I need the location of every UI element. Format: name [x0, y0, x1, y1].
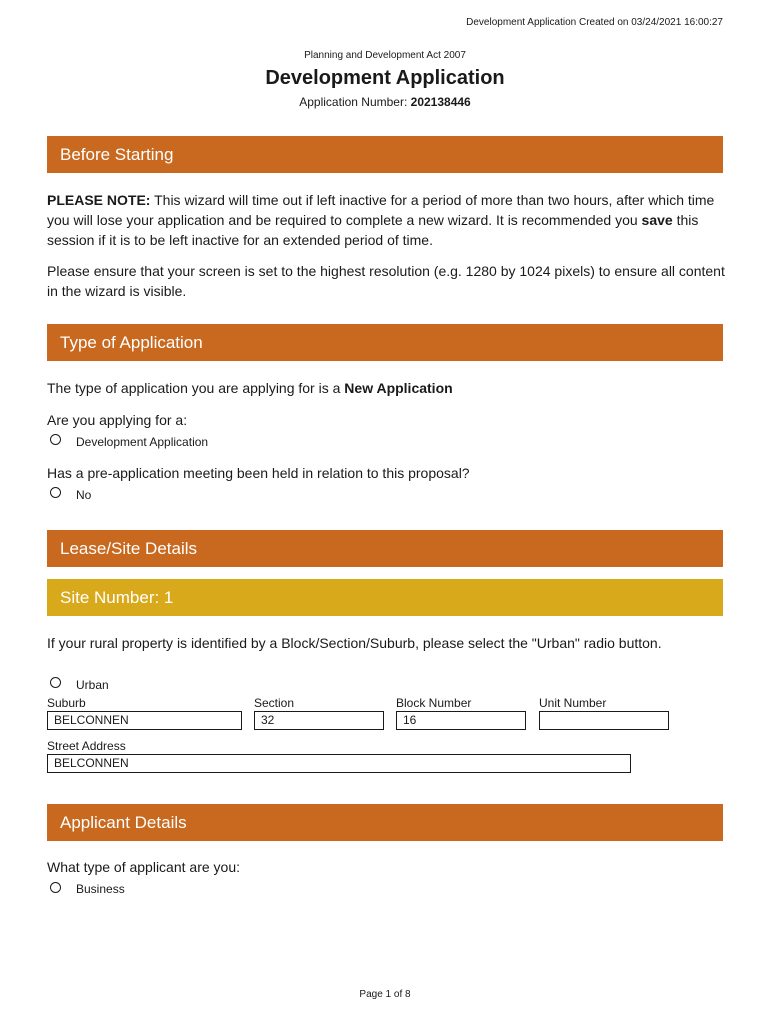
section-type-of-application: Type of Application — [47, 324, 723, 361]
page-title: Development Application — [265, 67, 505, 89]
radio-development-application[interactable] — [50, 434, 61, 445]
timeout-note — [47, 190, 727, 250]
radio-label-development-application: Development Application — [76, 435, 209, 449]
street-address-field[interactable]: BELCONNEN — [47, 754, 631, 773]
section-applicant-details: Applicant Details — [47, 804, 723, 841]
application-number — [0, 95, 770, 109]
block-number-field[interactable]: 16 — [396, 711, 526, 730]
unit-number-field[interactable] — [539, 711, 669, 730]
suburb-field[interactable]: BELCONNEN — [47, 711, 242, 730]
application-type-value: New Application — [344, 380, 453, 396]
section-lease-site-details: Lease/Site Details — [47, 530, 723, 567]
street-address-label: Street Address — [47, 739, 126, 753]
preapp-question: Has a pre-application meeting been held in relation to this proposal? — [47, 465, 470, 481]
section-before-starting: Before Starting — [47, 136, 723, 173]
block-number-label: Block Number — [396, 696, 472, 710]
application-number-value: 202138446 — [410, 95, 471, 109]
radio-preapp-no[interactable] — [50, 487, 61, 498]
resolution-note: Please ensure that your screen is set to the highest resolution (e.g. 1280 by 1024 pixels) to ensure all content in the wizard is visible. — [47, 263, 725, 299]
note-label: PLEASE NOTE: — [47, 192, 151, 208]
application-number-label: Application Number: — [299, 95, 408, 109]
radio-business[interactable] — [50, 882, 61, 893]
site-number-heading: Site Number: 1 — [47, 579, 723, 616]
radio-label-preapp-no: No — [76, 488, 92, 502]
act-name: Planning and Development Act 2007 — [304, 50, 466, 61]
rural-property-note: If your rural property is identified by a Block/Section/Suburb, please select the "Urban" radio button. — [47, 635, 662, 651]
section-field[interactable]: 32 — [254, 711, 384, 730]
note-text-1: This wizard will time out if left inactive for a period of more than two hours, after which time you will lose your application and be required to complete a new wizard. It is recommended you — [47, 192, 715, 228]
note-text-2: this session if it is to be left inactive for an extended period of time. — [47, 212, 699, 248]
applicant-type-question: What type of applicant are you: — [47, 859, 240, 875]
radio-label-urban: Urban — [76, 678, 109, 692]
radio-urban[interactable] — [50, 677, 61, 688]
created-timestamp: Development Application Created on 03/24/2021 16:00:27 — [466, 17, 723, 28]
application-type-prefix: The type of application you are applying for is a — [47, 380, 345, 396]
page-number: Page 1 of 8 — [359, 989, 411, 1000]
applying-for-question: Are you applying for a: — [47, 412, 188, 428]
note-bold-save: save — [641, 212, 673, 228]
radio-label-business: Business — [76, 882, 125, 896]
unit-number-label: Unit Number — [539, 696, 607, 710]
section-label: Section — [254, 696, 295, 710]
suburb-label: Suburb — [47, 696, 86, 710]
application-type-text — [47, 380, 453, 396]
